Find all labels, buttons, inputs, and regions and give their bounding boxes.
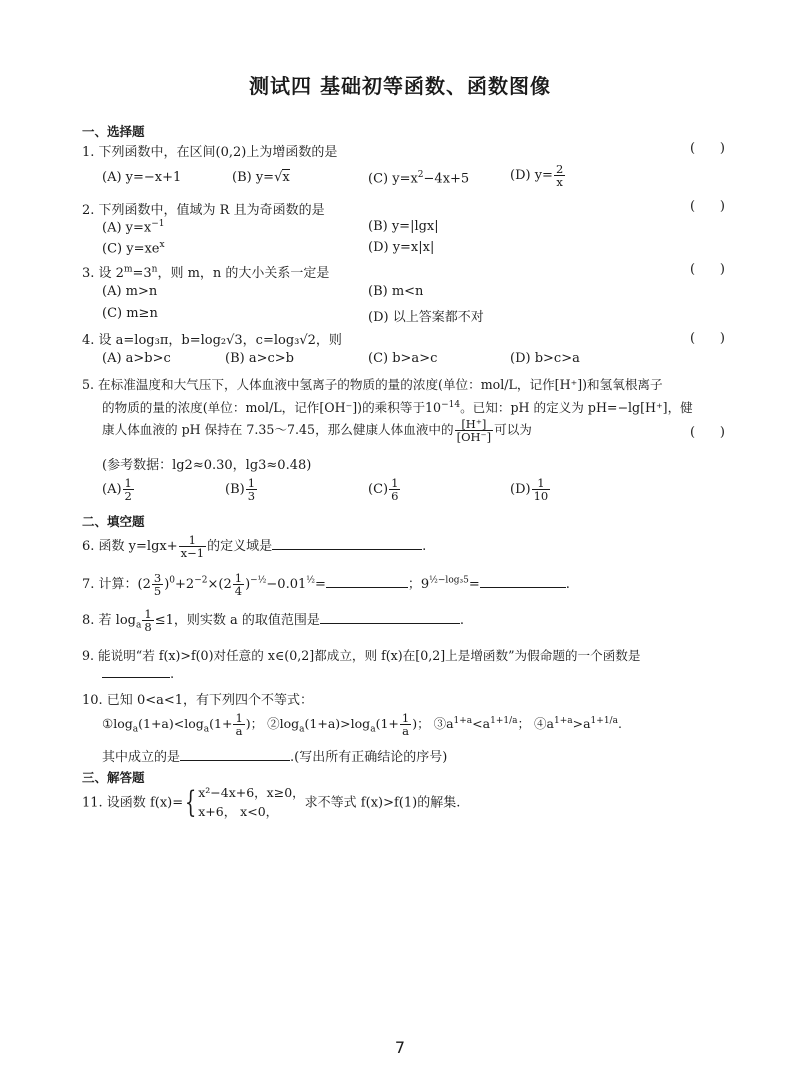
q6-answer-blank[interactable] [272, 549, 422, 550]
question-6: 6. 函数 y=lgx+ $\frac{1}{x-1}$ 的定义域是 . [82, 533, 427, 561]
q8-answer-blank[interactable] [320, 623, 460, 624]
answer-paren-1: ( ) [690, 141, 725, 156]
question-1-stem: 1. 下列函数中，在区间(0,2)上为增函数的是 [82, 145, 338, 160]
question-2-stem: 2. 下列函数中，值域为 R 且为奇函数的是 [82, 203, 325, 218]
answer-paren-4: ( ) [690, 331, 725, 346]
q1-option-d: (D) y= $\frac{2}{x}$ [510, 162, 564, 190]
section-heading-fill: 二、填空题 [82, 514, 145, 529]
question-8: 8. 若 $\log_a$ $\frac{1}{8}$ ≤1，则实数 a 的取值范围是 . [82, 607, 465, 635]
q7-answer-blank-1[interactable] [326, 587, 408, 588]
question-10-inequalities [102, 712, 622, 737]
answer-paren-5: ( ) [690, 425, 725, 440]
page-number: 7 [394, 1038, 406, 1057]
section-heading-choice: 一、选择题 [82, 124, 145, 139]
q10-inequality-2: $②\log_a(1+a)>\log_a(1+$ $\frac{1}{a}$ )； [267, 711, 430, 739]
q10-inequality-3: $③a^{1+a}<a^{1+1/a}$； [433, 715, 531, 732]
q10-inequality-4: $④a^{1+a}>a^{1+1/a}$. [534, 715, 622, 732]
q2-option-d: (D) y=x|x| [368, 240, 435, 255]
q3-option-c: (C) m≥n [102, 306, 158, 321]
q2-option-b: (B) y=|lgx| [368, 219, 439, 234]
q9-answer-blank[interactable] [102, 677, 170, 678]
q5-option-c: (C) $\frac{1}{6}$ [368, 476, 399, 504]
page-title: 测试四 基础初等函数、函数图像 [249, 74, 551, 98]
q10-inequality-1: $①\log_a(1+a)<\log_a(1+$ $\frac{1}{a}$ )； [102, 711, 264, 739]
q4-option-c: (C) b>a>c [368, 351, 438, 366]
question-10-answer: 其中成立的是 .(写出所有正确结论的序号) [102, 750, 448, 765]
answer-paren-2: ( ) [690, 199, 725, 214]
q4-option-a: (A) a>b>c [102, 351, 171, 366]
question-5-reference: (参考数据：lg2≈0.30，lg3≈0.48) [102, 458, 312, 473]
q1-option-c: (C) $y=x^2-4x+5$ [368, 170, 470, 187]
q7-answer-blank-2[interactable] [480, 587, 566, 588]
question-10-stem: 10. 已知 0<a<1，有下列四个不等式： [82, 693, 314, 708]
question-11: 11. 设函数 f(x)={ x²−4x+6，x≥0， x+6， x<0， 求不等式 f(x)>f(1)的解集. [82, 784, 461, 820]
q5-option-d: (D) $\frac{1}{10}$ [510, 476, 549, 504]
question-5-line-2: 的物质的量的浓度(单位：mol/L，记作[OH⁻])的乘积等于$10^{-14}$。已知：pH 的定义为 pH=−lg[H⁺]，健 [102, 399, 693, 415]
question-7: 7. 计算：(2 $\frac{3}{5}$ )$^0+2^{-2}\times(2$ $\frac{1}{4}$ )$^{-\frac{1}{2}}-0.01^{\frac{1}{2}}=$ ；$9^{\frac{1}{2}-log_35}=$ . [82, 571, 570, 599]
piecewise-cases: x²−4x+6，x≥0， x+6， x<0， [198, 785, 305, 819]
q2-option-a: (A) $y=x^{-1}$ [102, 219, 165, 236]
question-4-stem: 4. 设 a=log₃π，b=log₂√3，c=log₃√2，则 [82, 333, 342, 348]
q5-option-a: (A) $\frac{1}{2}$ [102, 476, 132, 504]
q1-option-b: (B) y=√x [232, 170, 290, 185]
question-5-line-3: 康人体血液的 pH 保持在 7.35～7.45，那么健康人体血液中的 $\frac{[H^+]}{[OH^-]}$ 可以为 [102, 417, 532, 445]
q3-option-b: (B) m<n [368, 284, 424, 299]
q2-option-c: (C) $y=xe^x$ [102, 240, 165, 257]
question-9-line-1: 9. 能说明“若 f(x)>f(0)对任意的 x∈(0,2]都成立，则 f(x)在[0,2]上是增函数”为假命题的一个函数是 [82, 648, 641, 663]
q4-option-b: (B) a>c>b [225, 351, 294, 366]
q10-answer-blank[interactable] [180, 760, 290, 761]
section-heading-solve: 三、解答题 [82, 770, 145, 785]
q4-option-d: (D) b>c>a [510, 351, 580, 366]
q3-option-a: (A) m>n [102, 284, 158, 299]
q5-option-b: (B) $\frac{1}{3}$ [225, 476, 256, 504]
answer-paren-3: ( ) [690, 262, 725, 277]
q1-option-a: (A) y=−x+1 [102, 170, 182, 185]
question-9-line-2: . [102, 667, 174, 682]
q3-option-d: (D) 以上答案都不对 [368, 310, 484, 325]
question-5-line-1: 5. 在标准温度和大气压下，人体血液中氢离子的物质的量的浓度(单位：mol/L，记作[H⁺])和氢氧根离子 [82, 377, 663, 392]
question-3-stem: 3. 设 $2^m=3^n$，则 m，n 的大小关系一定是 [82, 264, 330, 281]
piecewise-brace: { [184, 784, 197, 820]
